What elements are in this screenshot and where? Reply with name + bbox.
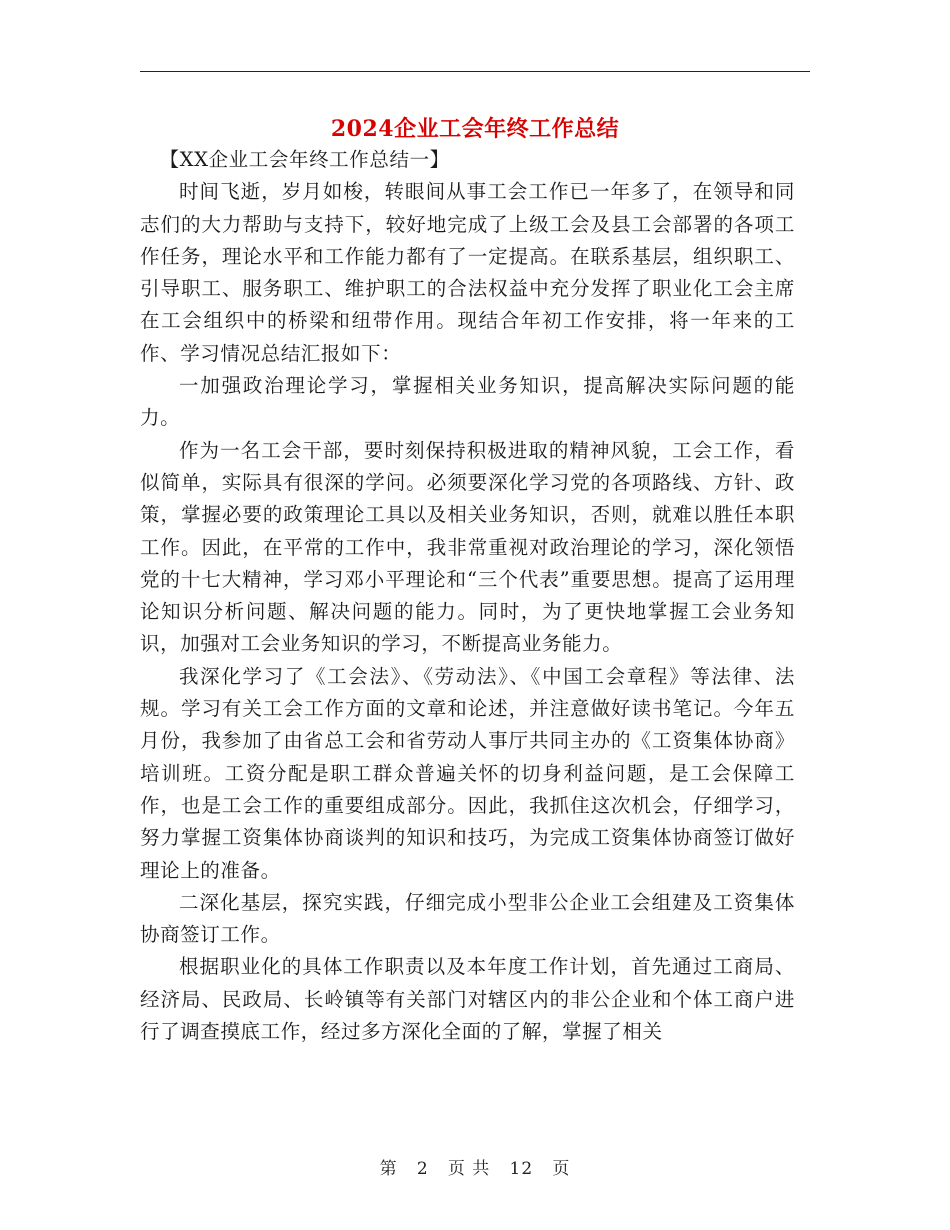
paragraph: 时间飞逝，岁月如梭，转眼间从事工会工作已一年多了，在领导和同志们的大力帮助与支持下，较好地完成了上级工会及县工会部署的各项工作任务，理论水平和工作能力都有了一定提高。在联系基层，组织职工、引导职工、服务职工、维护职工的合法权益中充分发挥了职业化工会主席在工会组织中的桥梁和纽带作用。现结合年初工作安排，将一年来的工作、学习情况总结汇报如下： xyxy=(140,180,795,365)
document-title: 2024企业工会年终工作总结 xyxy=(330,116,620,142)
paragraph: 根据职业化的具体工作职责以及本年度工作计划，首先通过工商局、经济局、民政局、长岭镇等有关部门对辖区内的非公企业和个体工商户进行了调查摸底工作，经过多方深化全面的了解，掌握了相关 xyxy=(140,955,795,1044)
footer-middle: 页 共 xyxy=(447,1159,491,1179)
section-heading: 【XX企业工会年终工作总结一】 xyxy=(159,148,450,171)
footer-total-pages: 12 xyxy=(509,1159,534,1179)
paragraph: 作为一名工会干部，要时刻保持积极进取的精神风貌，工会工作，看似简单，实际具有很深的学问。必须要深化学习党的各项路线、方针、政策，掌握必要的政策理论工具以及相关业务知识，否则，就难以胜任本职工作。因此，在平常的工作中，我非常重视对政治理论的学习，深化领悟党的十七大精神，学习邓小平理论和“三个代表”重要思想。提高了运用理论知识分析问题、解决问题的能力。同时，为了更快地掌握工会业务知识，加强对工会业务知识的学习，不断提高业务能力。 xyxy=(140,438,795,656)
paragraph: 一加强政治理论学习，掌握相关业务知识，提高解决实际问题的能力。 xyxy=(140,374,795,430)
paragraph: 我深化学习了《工会法》、《劳动法》、《中国工会章程》等法律、法规。学习有关工会工作方面的文章和论述，并注意做好读书笔记。今年五月份，我参加了由省总工会和省劳动人事厅共同主办的《工资集体协商》培训班。工资分配是职工群众普遍关怀的切身利益问题，是工会保障工作，也是工会工作的重要组成部分。因此，我抓住这次机会，仔细学习，努力掌握工资集体协商谈判的知识和技巧，为完成工资集体协商签订做好理论上的准备。 xyxy=(140,664,795,882)
footer-prefix: 第 xyxy=(379,1159,398,1179)
document-body xyxy=(140,144,795,1048)
page-footer xyxy=(0,1154,950,1179)
header-rule xyxy=(140,71,810,72)
footer-suffix: 页 xyxy=(552,1159,571,1179)
paragraph: 二深化基层，探究实践，仔细完成小型非公企业工会组建及工资集体协商签订工作。 xyxy=(140,890,795,947)
footer-page-number: 2 xyxy=(416,1159,429,1179)
